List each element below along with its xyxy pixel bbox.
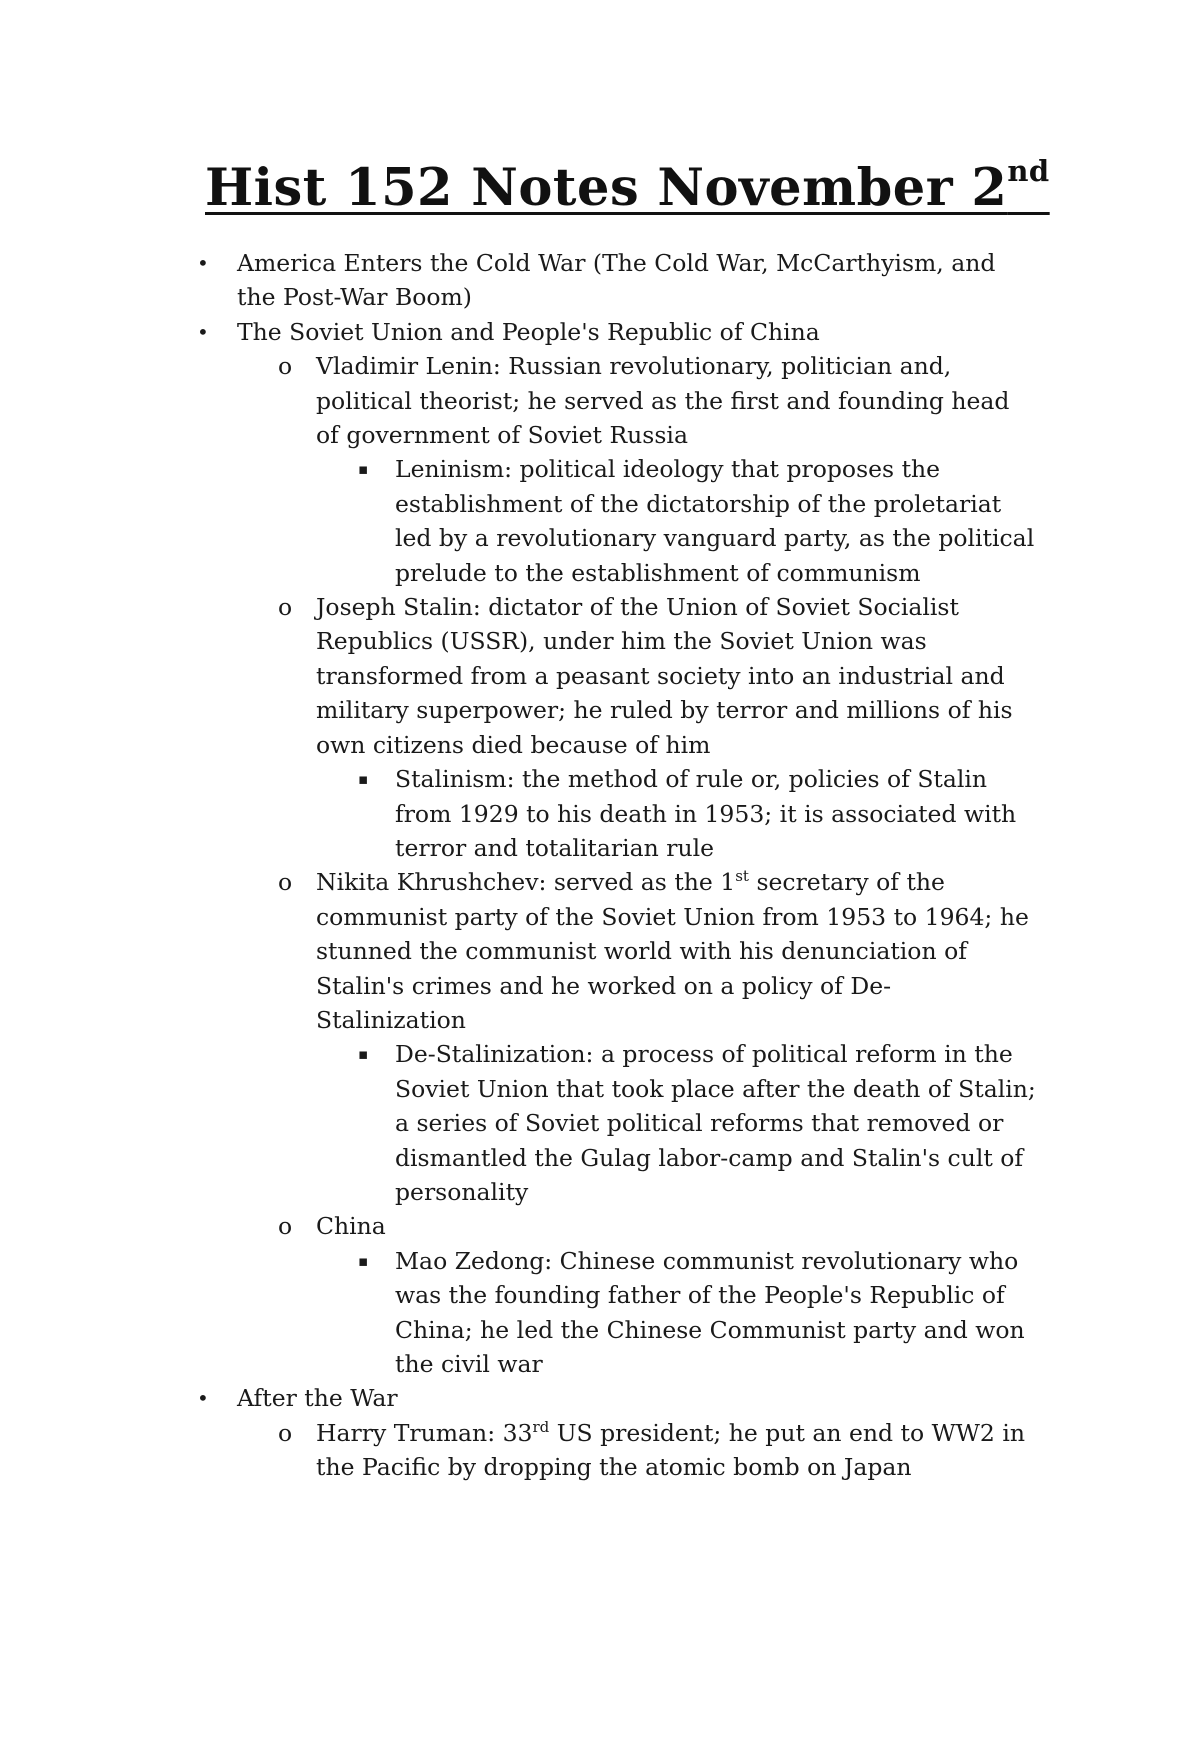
bullet-disc-icon: •: [197, 251, 209, 275]
title-superscript: nd: [1007, 154, 1050, 188]
text-part: US president; he put an end to WW2 in the Pacific by dropping the atomic bomb on Japan: [316, 1418, 1026, 1482]
list-item-text: America Enters the Cold War (The Cold War, McCarthyism, and the Post-War Boom): [237, 249, 996, 312]
bullet-circle-icon: o: [278, 1212, 293, 1241]
list-item-stalinism: [358, 762, 1045, 865]
bullet-disc-icon: •: [197, 319, 209, 344]
list-item-text: China: [316, 1212, 386, 1241]
list-item-text: The Soviet Union and People's Republic of China: [237, 317, 820, 346]
list-item-soviet-china: [197, 315, 1037, 349]
list-item-text: Leninism: political ideology that proposes the establishment of the dictatorship of the proletariat led by a revolutionary vanguard party, as the political prelude to the establishment of communism: [395, 455, 1035, 587]
list-item-china: [278, 1209, 1036, 1243]
list-item-after-war: [197, 1381, 1037, 1415]
list-item-stalin: [278, 590, 1036, 762]
list-item-truman: [278, 1416, 1036, 1485]
list-item-text: [316, 1419, 1025, 1481]
notes-list: [0, 246, 1200, 1485]
list-item-text: After the War: [237, 1384, 398, 1413]
text-part: secretary of the communist party of the Soviet Union from 1953 to 1964; he stunned the communist world with his denunciation of Stalin's crimes and he worked on a policy of De-Stalinization: [316, 868, 1029, 1034]
list-item-text: Vladimir Lenin: Russian revolutionary, politician and, political theorist; he served as the first and founding head of government of Soviet Russia: [316, 352, 1010, 450]
list-item-text: Mao Zedong: Chinese communist revolutionary who was the founding father of the People's Republic of China; he led the Chinese Communist party and won the civil war: [395, 1246, 1025, 1378]
bullet-square-icon: ▪: [358, 1045, 369, 1064]
list-item-leninism: [358, 452, 1045, 590]
list-item-text: De-Stalinization: a process of political reform in the Soviet Union that took place after the death of Stalin; a series of Soviet political reforms that removed or dismantled the Gulag labor-camp and Stalin's cult of personality: [395, 1040, 1036, 1206]
list-item-text: [316, 868, 1029, 1034]
bullet-square-icon: ▪: [358, 1251, 369, 1270]
list-item-text: Stalinism: the method of rule or, policies of Stalin from 1929 to his death in 1953; it is associated with terror and totalitarian rule: [395, 765, 1017, 862]
list-item-mao: [358, 1244, 1045, 1382]
bullet-circle-icon: o: [278, 352, 293, 381]
ordinal-superscript: st: [735, 867, 749, 886]
ordinal-superscript: rd: [532, 1417, 550, 1436]
bullet-circle-icon: o: [278, 593, 293, 622]
list-item-cold-war: [197, 246, 1037, 315]
list-item-destalinization: [358, 1037, 1045, 1209]
bullet-disc-icon: •: [197, 1386, 209, 1411]
bullet-circle-icon: o: [278, 868, 293, 897]
bullet-circle-icon: o: [278, 1418, 293, 1447]
page-title: [205, 154, 1050, 218]
list-item-text: Joseph Stalin: dictator of the Union of Soviet Socialist Republics (USSR), under him the Soviet Union was transformed from a peasant society into an industrial and military superpower; he ruled by terror and millions of his own citizens died because of him: [316, 593, 1013, 759]
bullet-square-icon: ▪: [358, 460, 369, 479]
bullet-square-icon: ▪: [358, 770, 369, 789]
text-part: Harry Truman: 33: [316, 1418, 533, 1447]
title-text: Hist 152 Notes November 2: [205, 158, 1008, 218]
list-item-lenin: [278, 349, 1036, 452]
text-part: Nikita Khrushchev: served as the 1: [316, 868, 736, 897]
list-item-khrushchev: [278, 865, 1036, 1037]
